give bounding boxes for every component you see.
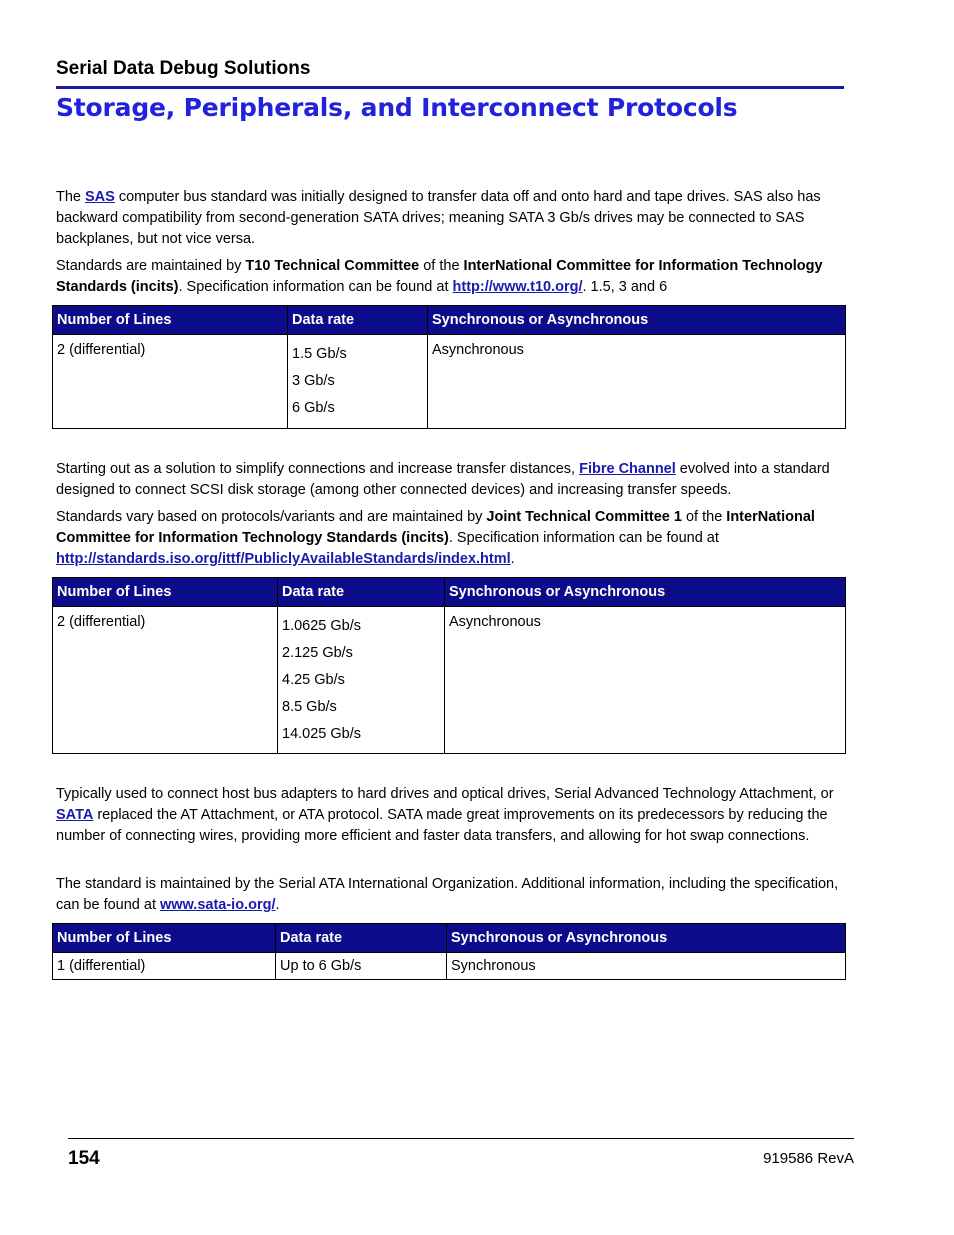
col-header-sync: Synchronous or Asynchronous [445,578,846,607]
sata-spec-table [52,923,846,980]
sas-intro-paragraph [56,187,846,250]
rate-value: 3 Gb/s [292,373,335,389]
table-header-row [53,924,846,953]
sas-std-text: . Specification information can be found at [178,279,453,295]
sata-std-text-end: . [275,897,280,913]
sata-link[interactable]: SATA [56,807,94,823]
cell-sync: Asynchronous [428,335,846,429]
fibre-standards-paragraph [56,507,846,570]
fibre-spec-table [52,577,846,754]
rate-value: 8.5 Gb/s [282,699,337,715]
col-header-sync: Synchronous or Asynchronous [428,306,846,335]
cell-lines: 2 (differential) [53,607,278,754]
sata-intro-text-start: Typically used to connect host bus adapters to hard drives and optical drives, Serial Advanced Technology Attachment, or [56,786,834,802]
rate-value: 6 Gb/s [292,400,335,416]
table-row [53,953,846,980]
sas-intro-text-start: The [56,189,86,205]
cell-sync: Asynchronous [445,607,846,754]
sas-standards-paragraph [56,256,846,298]
rate-value: 4.25 Gb/s [282,672,345,688]
sas-link[interactable]: SAS [85,189,115,205]
sata-intro-paragraph [56,784,846,847]
footer-divider [68,1138,854,1139]
table-header-row [53,306,846,335]
sata-std-text: The standard is maintained by the Serial ATA International Organization. Additional information, including the specification, can be found at [56,876,839,913]
fibre-std-text: . Specification information can be found at [448,530,719,546]
page-number: 154 [68,1148,100,1169]
document-id: 919586 RevA [763,1150,854,1167]
cell-sync: Synchronous [447,953,846,980]
sas-committee-name: T10 Technical Committee [245,258,420,274]
sata-intro-text-end: replaced the AT Attachment, or ATA protocol. SATA made great improvements on its predecessors by reducing the number of connecting wires, providing more efficient and faster data transfers, and allowing for hot swap connections. [56,807,828,844]
iso-standards-link[interactable]: http://standards.iso.org/ittf/PubliclyAvailableStandards/index.html [56,551,511,567]
rate-value: 1.5 Gb/s [292,346,347,362]
col-header-rate: Data rate [276,924,447,953]
fibre-std-text: Standards vary based on protocols/variants and are maintained by [56,509,487,525]
col-header-lines: Number of Lines [53,578,278,607]
header-divider [56,86,844,89]
fibre-intro-paragraph [56,459,846,501]
page-heading: Storage, Peripherals, and Interconnect Protocols [56,93,738,122]
fibre-org-name: InterNational Committee for Information Technology Standards (incits) [56,509,815,546]
fibre-std-text: of the [681,509,727,525]
section-title: Serial Data Debug Solutions [56,58,311,79]
sas-std-text: of the [419,258,464,274]
cell-rates [288,335,428,429]
cell-lines: 1 (differential) [53,953,276,980]
table-row [53,607,846,754]
sata-io-link[interactable]: www.sata-io.org/ [160,897,276,913]
col-header-lines: Number of Lines [53,306,288,335]
sata-standards-paragraph [56,874,846,916]
col-header-sync: Synchronous or Asynchronous [447,924,846,953]
sas-org-name: InterNational Committee for Information Technology Standards (incits) [56,258,823,295]
fibre-intro-text-end: evolved into a standard designed to connect SCSI disk storage (among other connected devices) and increasing transfer speeds. [56,461,830,498]
col-header-rate: Data rate [278,578,445,607]
fibre-std-text-end: . [510,551,515,567]
col-header-rate: Data rate [288,306,428,335]
rate-value: 14.025 Gb/s [282,726,361,742]
cell-rate: Up to 6 Gb/s [276,953,447,980]
t10-link[interactable]: http://www.t10.org/ [452,279,583,295]
table-row [53,335,846,429]
cell-lines: 2 (differential) [53,335,288,429]
sas-std-text: Standards are maintained by [56,258,246,274]
col-header-lines: Number of Lines [53,924,276,953]
rate-value: 2.125 Gb/s [282,645,353,661]
fibre-committee-name: Joint Technical Committee 1 [486,509,682,525]
sas-spec-table [52,305,846,429]
fibre-channel-link[interactable]: Fibre Channel [579,461,676,477]
fibre-intro-text-start: Starting out as a solution to simplify connections and increase transfer distances, [56,461,580,477]
sas-intro-text-end: computer bus standard was initially designed to transfer data off and onto hard and tape drives. SAS also has backward compatibility from second-generation SATA drives; meaning SATA 3 Gb/s drives may be connected to SAS backplanes, but not vice versa. [56,189,821,247]
table-header-row [53,578,846,607]
rate-value: 1.0625 Gb/s [282,618,361,634]
sas-std-text-end: . 1.5, 3 and 6 [582,279,668,295]
cell-rates [278,607,445,754]
